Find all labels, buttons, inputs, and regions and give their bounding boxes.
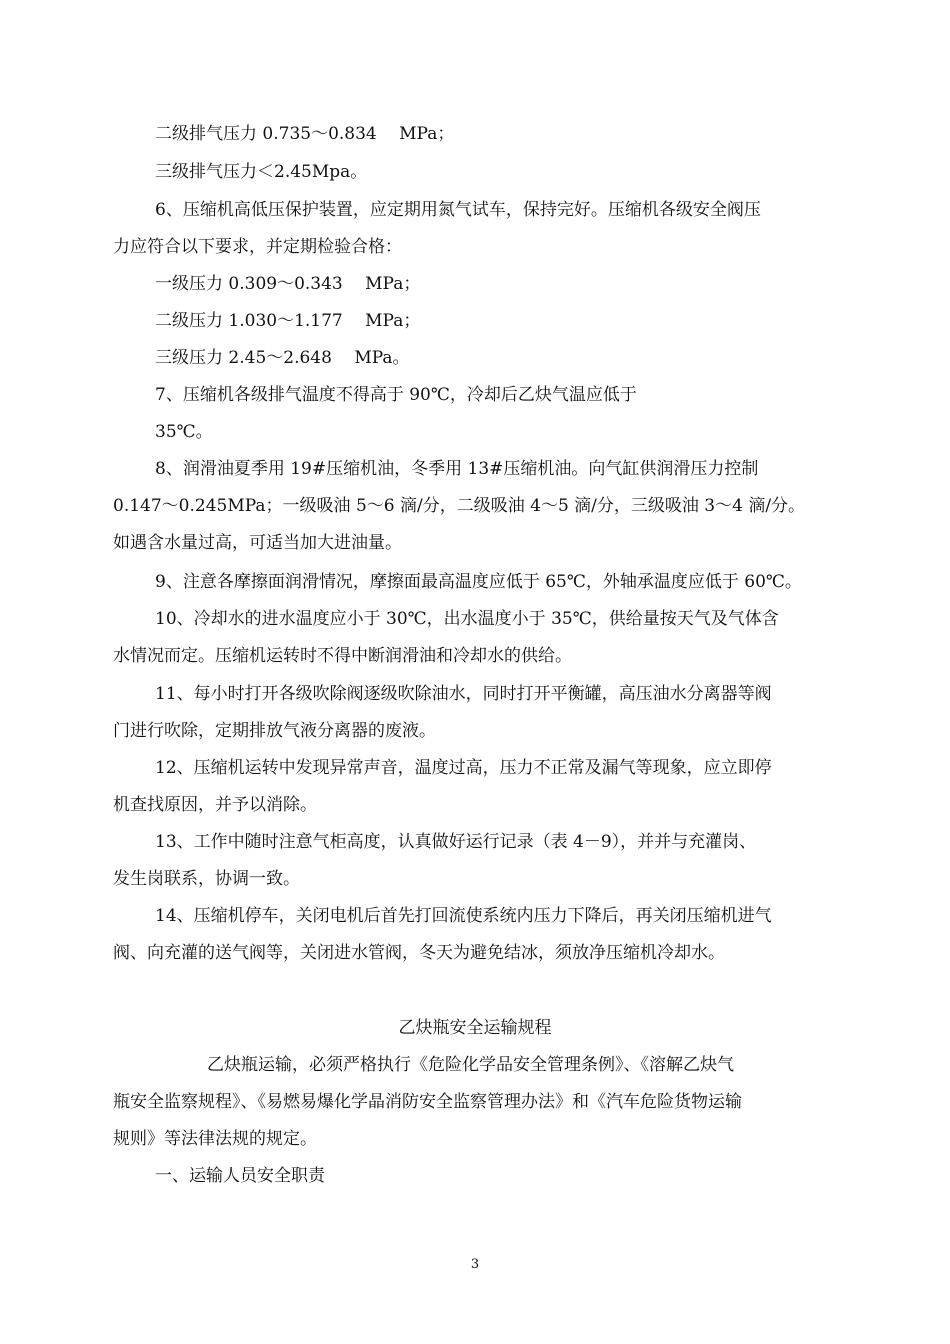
text-line: 二级压力 1.030～1.177 MPa； <box>155 311 421 331</box>
text-line: 阀、向充灌的送气阀等，关闭进水管阀，冬天为避免结冰，须放净压缩机冷却水。 <box>113 943 725 963</box>
text-line: 13、工作中随时注意气柜高度，认真做好运行记录（表 4－9），并并与充灌岗、 <box>155 832 757 852</box>
intro-line: 规则》等法律法规的规定。 <box>113 1129 317 1149</box>
text-line: 发生岗联系，协调一致。 <box>113 869 300 889</box>
text-line: 一级压力 0.309～0.343 MPa； <box>155 274 421 294</box>
text-line: 如遇含水量过高，可适当加大进油量。 <box>113 533 402 553</box>
text-line: 7、压缩机各级排气温度不得高于 90℃，冷却后乙炔气温应低于 <box>155 385 637 405</box>
text-line: 10、冷却水的进水温度应小于 30℃，出水温度小于 35℃，供给量按天气及气体含 <box>155 609 779 629</box>
intro-line: 乙炔瓶运输，必须严格执行《危险化学品安全管理条例》、《溶解乙炔气 <box>207 1055 734 1075</box>
text-line: 三级排气压力＜2.45Mpa。 <box>155 162 368 182</box>
text-line: 门进行吹除，定期排放气液分离器的废液。 <box>113 721 436 741</box>
text-line: 二级排气压力 0.735～0.834 MPa； <box>155 124 455 144</box>
text-line: 三级压力 2.45～2.648 MPa。 <box>155 348 410 368</box>
section-title: 乙炔瓶安全运输规程 <box>398 1018 552 1038</box>
page-number: 3 <box>470 1257 480 1272</box>
text-line: 11、每小时打开各级吹除阀逐级吹除油水，同时打开平衡罐，高压油水分离器等阀 <box>155 684 772 704</box>
text-line: 14、压缩机停车，关闭电机后首先打回流使系统内压力下降后，再关闭压缩机进气 <box>155 906 772 926</box>
text-line: 35℃。 <box>155 422 213 442</box>
text-line: 0.147～0.245MPa；一级吸油 5～6 滴/分，二级吸油 4～5 滴/分，三级吸油 3～4 滴/分。 <box>113 496 806 516</box>
intro-line: 瓶安全监察规程》、《易燃易爆化学晶消防安全监察管理办法》和《汽车危险货物运输 <box>113 1092 742 1112</box>
text-line: 8、润滑油夏季用 19#压缩机油，冬季用 13#压缩机油。向气缸供润滑压力控制 <box>155 459 759 479</box>
text-line: 力应符合以下要求，并定期检验合格： <box>113 237 402 257</box>
subheading: 一、运输人员安全职责 <box>155 1166 325 1186</box>
text-line: 12、压缩机运转中发现异常声音，温度过高，压力不正常及漏气等现象，应立即停 <box>155 758 772 778</box>
text-line: 6、压缩机高低压保护装置，应定期用氮气试车，保持完好。压缩机各级安全阀压 <box>155 200 761 220</box>
text-line: 机查找原因，并予以消除。 <box>113 795 317 815</box>
text-line: 9、注意各摩擦面润滑情况，摩擦面最高温度应低于 65℃，外轴承温度应低于 60℃。 <box>155 572 802 592</box>
text-line: 水情况而定。压缩机运转时不得中断润滑油和冷却水的供给。 <box>113 646 572 666</box>
